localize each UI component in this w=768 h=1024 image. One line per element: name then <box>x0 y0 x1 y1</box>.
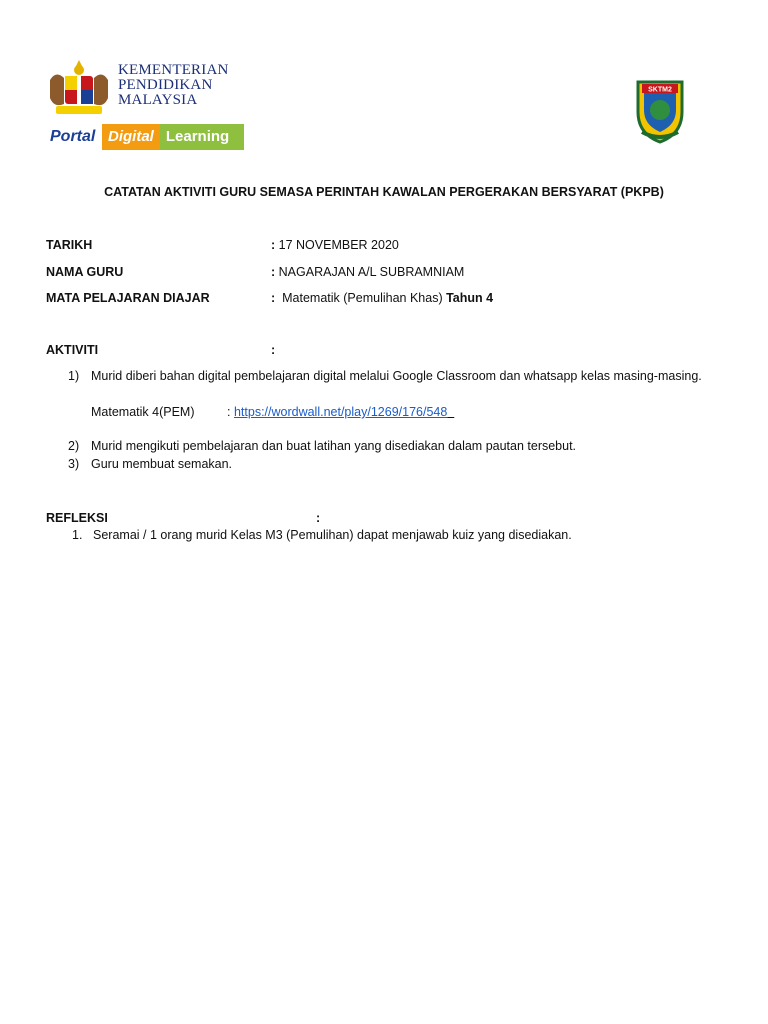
nama-guru-value: NAGARAJAN A/L SUBRAMNIAM <box>278 265 465 279</box>
aktiviti-item-1-number: 1) <box>68 369 80 383</box>
ministry-line-1: KEMENTERIAN <box>118 62 229 78</box>
refleksi-item-1-number: 1. <box>72 528 83 542</box>
ministry-line-3: MALAYSIA <box>118 92 198 108</box>
nama-guru-label: NAMA GURU <box>46 265 124 279</box>
refleksi-label: REFLEKSI <box>46 511 108 525</box>
mata-pelajaran-row-value <box>271 291 493 305</box>
tarikh-value: 17 NOVEMBER 2020 <box>278 238 399 252</box>
aktiviti-item-3-number: 3) <box>68 457 80 471</box>
aktiviti-item-2-number: 2) <box>68 439 80 453</box>
ministry-line-2: PENDIDIKAN <box>118 77 213 93</box>
aktiviti-item-1-text: Murid diberi bahan digital pembelajaran digital melalui Google Classroom dan whatsapp kelas masing-masing. <box>91 369 702 383</box>
mata-pelajaran-value: Matematik (Pemulihan Khas) <box>282 291 443 305</box>
portal-word: Portal <box>50 128 96 145</box>
link-colon: : <box>227 405 231 419</box>
mata-pelajaran-label: MATA PELAJARAN DIAJAR <box>46 291 210 305</box>
crest-text: SKTM2 <box>648 86 672 94</box>
aktiviti-colon: : <box>271 343 276 357</box>
link-label: Matematik 4(PEM) <box>91 405 195 419</box>
document-title: CATATAN AKTIVITI GURU SEMASA PERINTAH KAWALAN PERGERAKAN BERSYARAT (PKPB) <box>104 185 664 199</box>
ministry-name <box>118 63 248 108</box>
tarikh-colon: : <box>271 238 276 252</box>
aktiviti-label: AKTIVITI <box>46 343 99 357</box>
nama-guru-row-value <box>271 265 464 279</box>
coat-of-arms-icon <box>44 58 114 120</box>
learning-word: Learning <box>160 124 244 150</box>
aktiviti-item-2-text: Murid mengikuti pembelajaran dan buat latihan yang disediakan dalam pautan tersebut. <box>91 439 577 453</box>
digital-word: Digital <box>102 124 160 150</box>
tarikh-label: TARIKH <box>46 238 93 252</box>
wordwall-link[interactable]: https://wordwall.net/play/1269/176/548 <box>233 405 448 419</box>
refleksi-colon: : <box>316 511 321 525</box>
ministry-logo <box>44 58 248 154</box>
mata-colon: : <box>271 291 276 305</box>
portal-digital-learning-banner <box>44 122 244 152</box>
tarikh-row-value <box>271 238 399 252</box>
nama-colon: : <box>271 265 276 279</box>
refleksi-item-1-text: Seramai / 1 orang murid Kelas M3 (Pemulihan) dapat menjawab kuiz yang disediakan. <box>93 528 572 542</box>
mata-pelajaran-tahun: Tahun 4 <box>446 291 494 305</box>
link-row <box>227 405 454 419</box>
aktiviti-item-3-text: Guru membuat semakan. <box>91 457 233 471</box>
school-crest-icon <box>634 78 686 144</box>
